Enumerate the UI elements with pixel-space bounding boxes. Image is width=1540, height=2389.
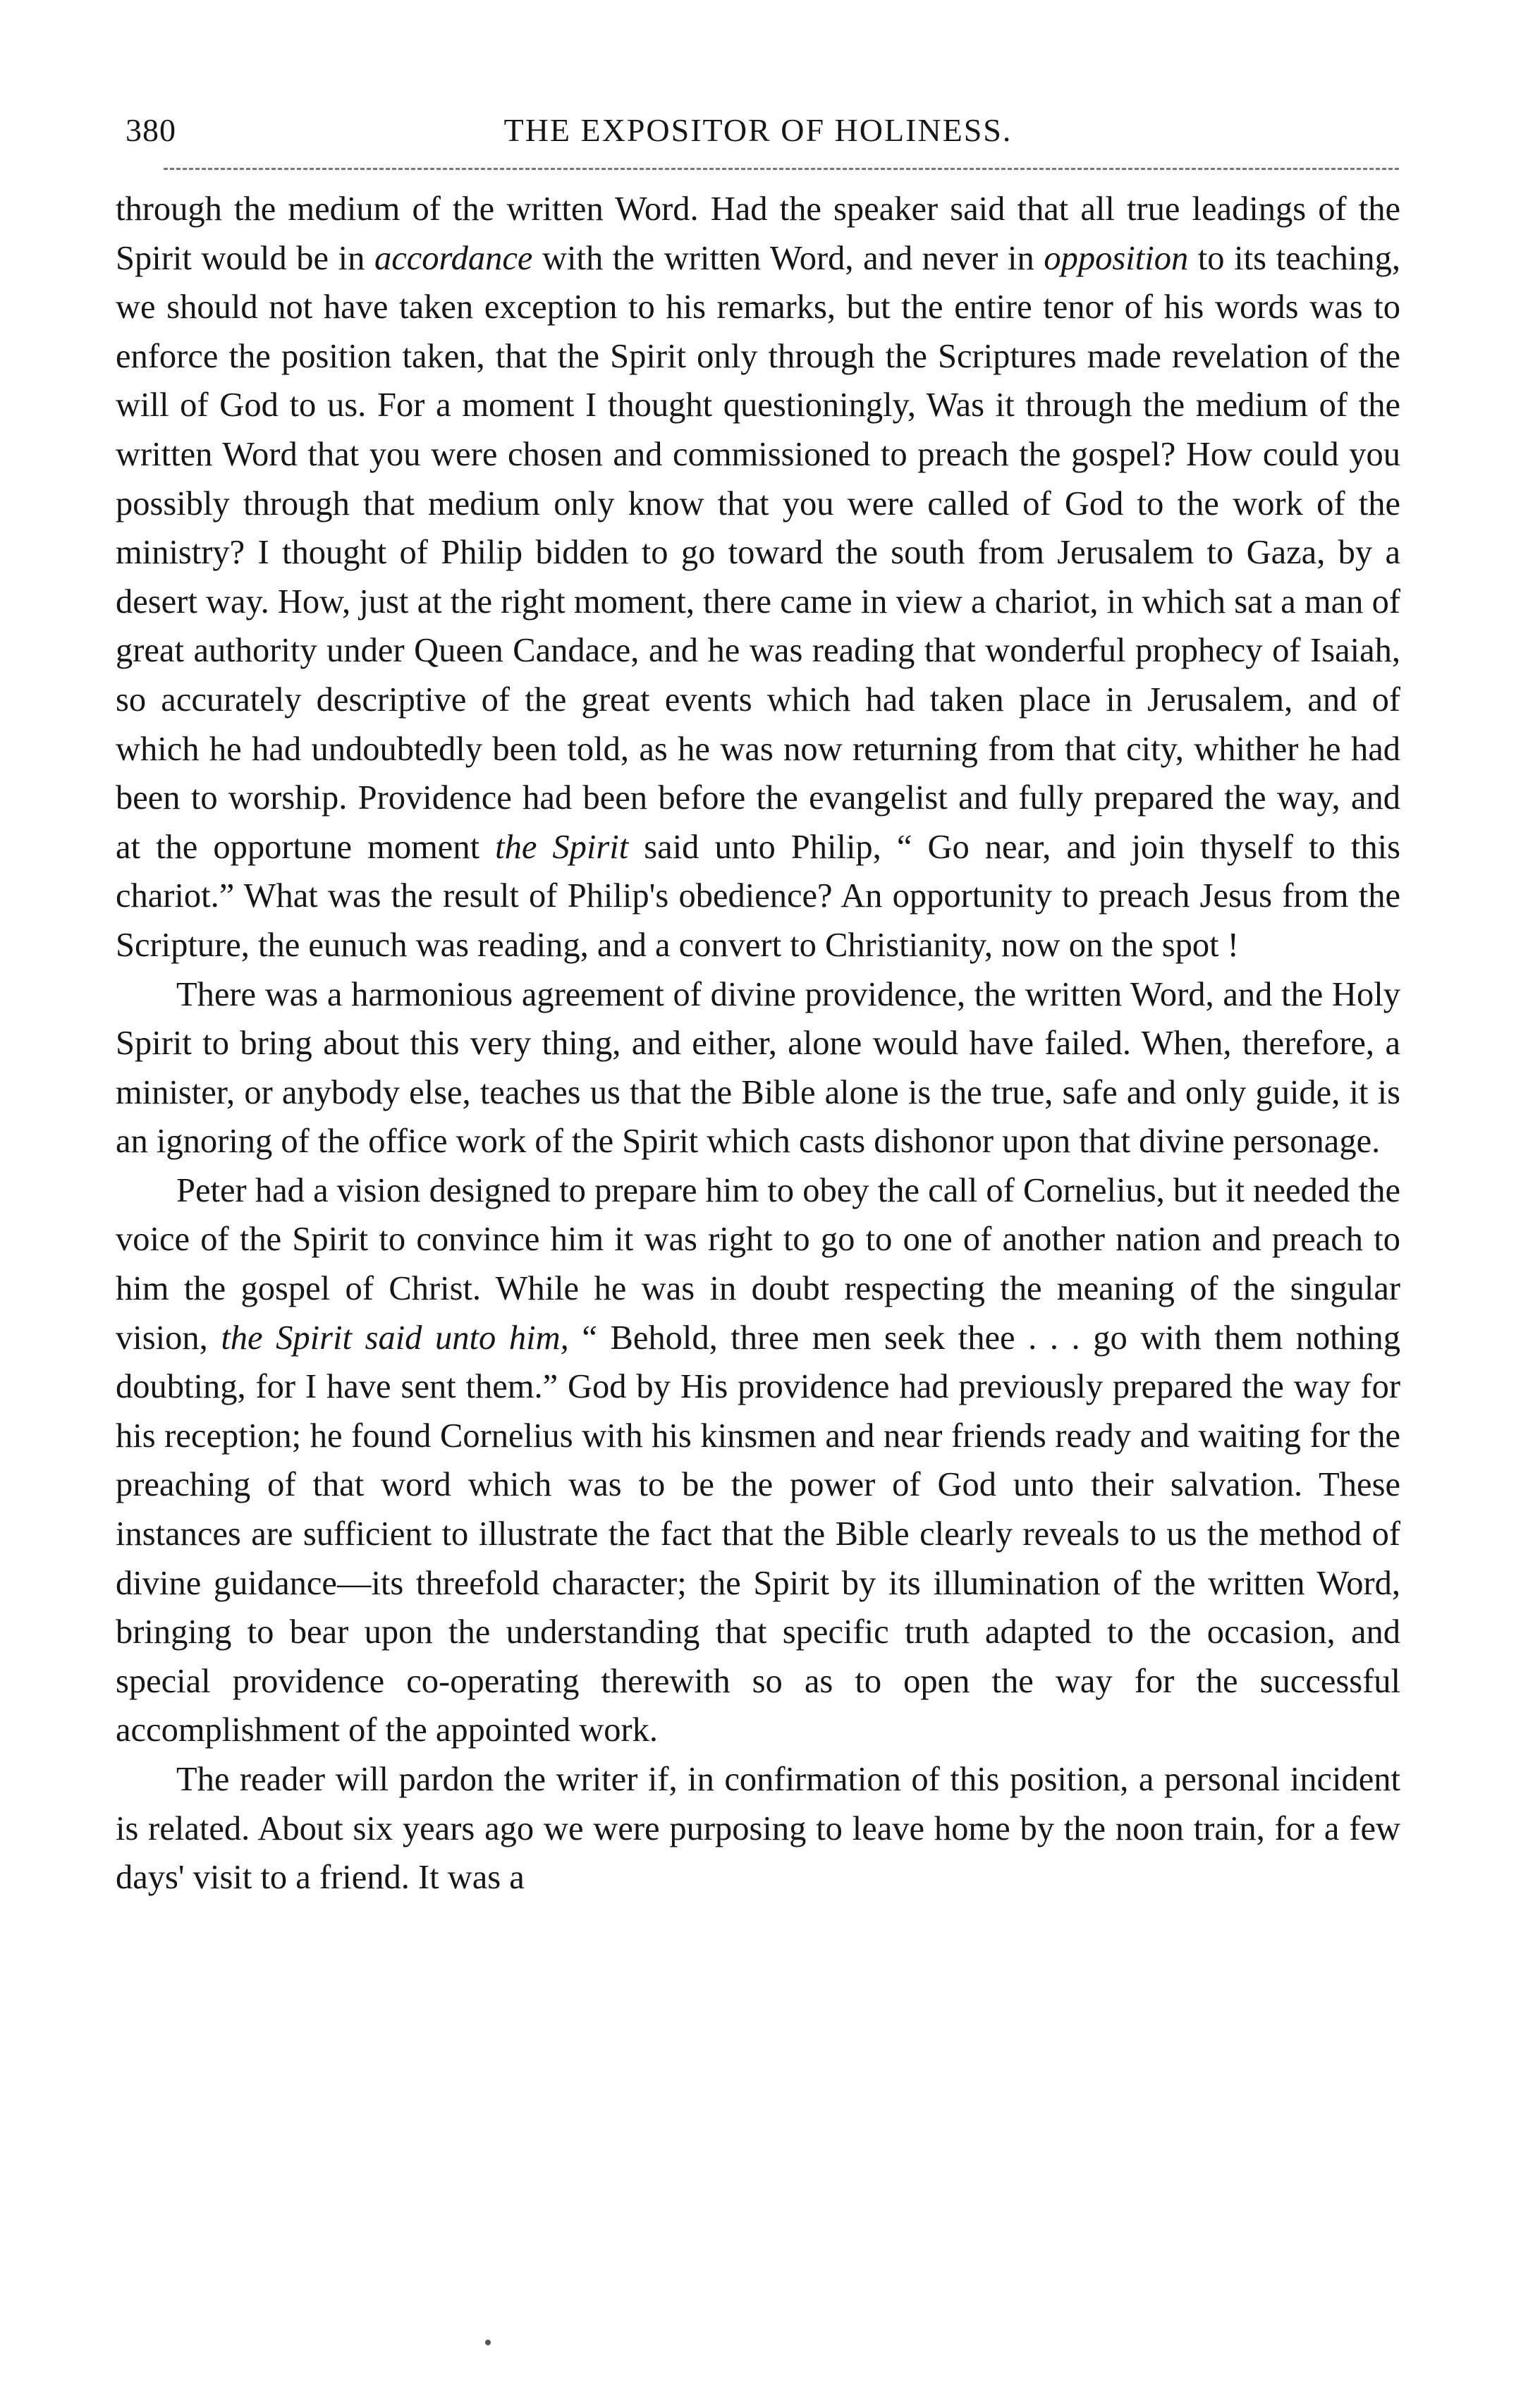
text-run: to its teaching, we should not have taken exception to his remarks, but the entire tenor of his words was to enforce the position taken, that the Spirit only through the Scriptures made revelation of the will of God to us. For a moment I thought questioningly, Was it through the medium of the written Word that you were chosen and commissioned to preach the gospel? How could you possibly through that medium only know that you were called of God to the work of the ministry? I thought of Philip bidden to go toward the south from Jerusalem to Gaza, by a desert way. How, just at the right moment, there came in view a chariot, in which sat a man of great authority under Queen Candace, and he was reading that wonderful prophecy of Isaiah, so accurately descriptive of the great events which had taken place in Jerusalem, and of which he had undoubtedly been told, as he was now returning from that city, whither he had been to worship. Providence had been before the evangelist and fully prepared the way, and at the opportune moment [116, 239, 1400, 866]
running-title: THE EXPOSITOR OF HOLINESS. [503, 112, 1013, 148]
text-run: with the written Word, and never in [532, 239, 1044, 277]
text-run: through the medium of the written Word. Had the speaker said that all true leadings of the Spirit would be in [116, 190, 1400, 277]
italic-run: opposition [1044, 239, 1189, 277]
header-rule [164, 168, 1399, 170]
italic-run: the Spirit said unto him, [221, 1319, 569, 1357]
body-text [116, 185, 1400, 1902]
paragraph-4: The reader will pardon the writer if, in confirmation of this position, a personal incident is related. About six years ago we were purposing to leave home by the noon train, for a few days' visit to a friend. It was a [116, 1761, 1400, 1897]
italic-run: the Spirit [495, 828, 629, 866]
paragraph-1 [116, 185, 1400, 970]
paragraph-3 [116, 1166, 1400, 1755]
text-run: Peter had a vision designed to prepare him to obey the call of Cornelius, but it needed the voice of the Spirit to convince him it was right to go to one of another nation and preach to him the gospel of Christ. While he was in doubt respecting the meaning of the singular vision, [116, 1171, 1400, 1357]
text-run: said unto Philip, “ Go near, and join thyself to this chariot.” What was the result of Philip's obedience? An opportunity to preach Jesus from the Scripture, the eunuch was reading, and a convert to Christianity, now on the spot ! [116, 828, 1401, 964]
paragraph-2: There was a harmonious agreement of divine providence, the written Word, and the Holy Spirit to bring about this very thing, and either, alone would have failed. When, therefore, a minister, or anybody else, teaches us that the Bible alone is the true, safe and only guide, it is an ignoring of the office work of the Spirit which casts dishonor upon that divine personage. [116, 975, 1400, 1161]
print-mark [485, 2340, 491, 2345]
running-header [120, 99, 1396, 155]
text-run: “ Behold, three men seek thee . . . go with them nothing doubting, for I have sent them.” God by His providence had previously prepared the way for his reception; he found Cornelius with his kinsmen and near friends ready and waiting for the preaching of that word which was to be the power of God unto their salvation. These instances are sufficient to illustrate the fact that the Bible clearly reveals to us the method of divine guidance—its threefold character; the Spirit by its illumination of the written Word, bringing to bear upon the understanding that specific truth adapted to the occasion, and special providence co-operating therewith so as to open the way for the successful accomplishment of the appointed work. [116, 1319, 1401, 1749]
italic-run: accordance [374, 239, 533, 277]
page-number: 380 [126, 112, 176, 148]
